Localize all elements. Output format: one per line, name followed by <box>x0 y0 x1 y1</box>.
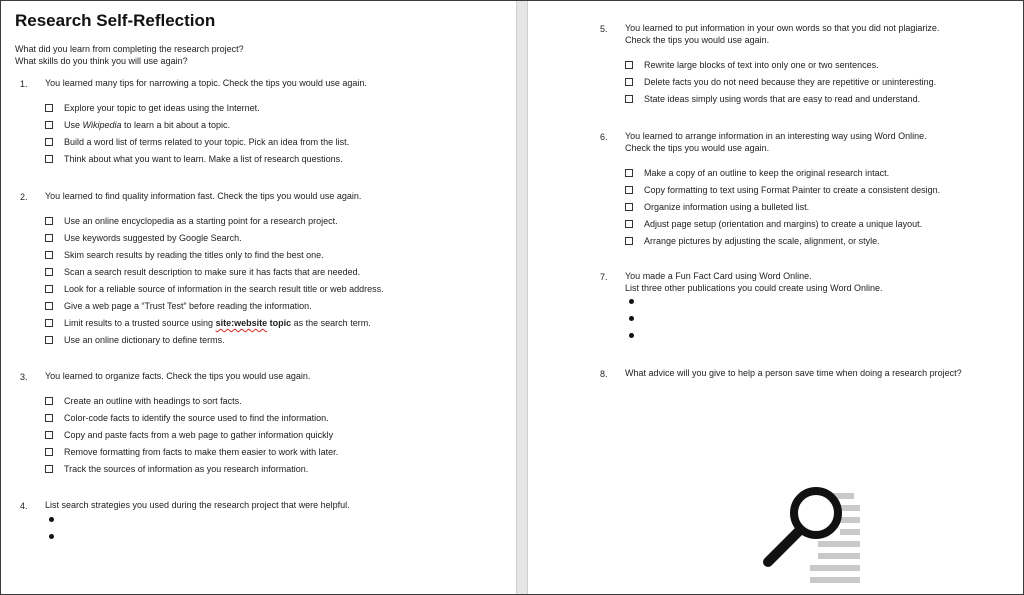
checkbox[interactable] <box>45 155 53 163</box>
question-line: List three other publications you could create using Word Online. <box>625 282 883 293</box>
checkbox[interactable] <box>625 220 633 228</box>
option-label: Build a word list of terms related to your topic. Pick an idea from the list. <box>64 137 350 147</box>
option-label: Color-code facts to identify the source used to find the information. <box>64 413 329 423</box>
checkbox[interactable] <box>625 95 633 103</box>
question-line: You made a Fun Fact Card using Word Online. <box>625 271 812 281</box>
question-text <box>625 23 939 46</box>
option-label: State ideas simply using words that are easy to read and understand. <box>644 94 921 104</box>
checkbox[interactable] <box>45 431 53 439</box>
question-line: You learned to arrange information in an interesting way using Word Online. <box>625 131 927 141</box>
option-label: Organize information using a bulleted list. <box>644 202 810 212</box>
checkbox[interactable] <box>625 61 633 69</box>
checkbox[interactable] <box>45 234 53 242</box>
search-term-text: site:website <box>215 318 268 328</box>
option-text: Limit results to a trusted source using <box>64 318 214 328</box>
option-label: Use keywords suggested by Google Search. <box>64 233 242 243</box>
checkbox[interactable] <box>45 285 53 293</box>
checkbox[interactable] <box>45 104 53 112</box>
option-label: Make a copy of an outline to keep the original research intact. <box>644 168 890 178</box>
checkbox[interactable] <box>45 217 53 225</box>
intro-line: What skills do you think you will use again? <box>15 55 188 66</box>
question-number: 7. <box>600 272 608 282</box>
page-title: Research Self-Reflection <box>15 11 216 30</box>
question-text: You learned many tips for narrowing a topic. Check the tips you would use again. <box>45 78 367 88</box>
question-text <box>625 131 927 154</box>
option-text: as the search term. <box>293 318 371 328</box>
option-label: Copy and paste facts from a web page to gather information quickly <box>64 430 334 440</box>
search-term-text: topic <box>269 318 292 328</box>
question-number: 1. <box>20 79 28 89</box>
question-number: 5. <box>600 24 608 34</box>
option-label: Rewrite large blocks of text into only one or two sentences. <box>644 60 879 70</box>
option-text: Use <box>64 120 81 130</box>
intro-line: What did you learn from completing the research project? <box>15 44 244 54</box>
question-text <box>625 271 882 294</box>
question-number: 2. <box>20 192 28 202</box>
option-label <box>64 119 230 131</box>
option-label: Scan a search result description to make sure it has facts that are needed. <box>64 267 361 277</box>
checkbox[interactable] <box>625 186 633 194</box>
checkbox[interactable] <box>625 237 633 245</box>
option-label: Delete facts you do not need because they are repetitive or uninteresting. <box>644 77 937 87</box>
option-label: Use an online dictionary to define terms. <box>64 335 225 345</box>
option-label: Give a web page a “Trust Test” before reading the information. <box>64 301 312 311</box>
option-label: Copy formatting to text using Format Painter to create a consistent design. <box>644 185 941 195</box>
page-left <box>1 1 515 594</box>
list-bullet <box>49 517 54 522</box>
question-number: 3. <box>20 372 28 382</box>
option-italic-text: Wikipedia <box>82 120 122 130</box>
checkbox[interactable] <box>45 302 53 310</box>
option-label: Remove formatting from facts to make them easier to work with later. <box>64 447 339 457</box>
question-text: What advice will you give to help a person save time when doing a research project? <box>625 368 962 378</box>
option-label: Create an outline with headings to sort facts. <box>64 396 242 406</box>
option-label <box>64 317 371 329</box>
checkbox[interactable] <box>45 138 53 146</box>
checkbox[interactable] <box>625 78 633 86</box>
question-text: You learned to organize facts. Check the tips you would use again. <box>45 371 311 381</box>
option-label: Use an online encyclopedia as a starting point for a research project. <box>64 216 338 226</box>
list-bullet <box>629 299 634 304</box>
checkbox[interactable] <box>45 397 53 405</box>
option-label: Explore your topic to get ideas using the Internet. <box>64 103 260 113</box>
checkbox[interactable] <box>45 319 53 327</box>
checkbox[interactable] <box>45 268 53 276</box>
checkbox[interactable] <box>45 465 53 473</box>
checkbox[interactable] <box>45 251 53 259</box>
page-right <box>528 1 1022 594</box>
question-line: You learned to put information in your own words so that you did not plagiarize. <box>625 23 940 33</box>
checkbox[interactable] <box>45 336 53 344</box>
list-bullet <box>629 316 634 321</box>
option-label: Track the sources of information as you research information. <box>64 464 309 474</box>
checkbox[interactable] <box>45 448 53 456</box>
checkbox[interactable] <box>625 203 633 211</box>
question-number: 6. <box>600 132 608 142</box>
option-label: Skim search results by reading the titles only to find the best one. <box>64 250 324 260</box>
question-number: 8. <box>600 369 608 379</box>
option-text: to learn a bit about a topic. <box>123 120 231 130</box>
option-label: Arrange pictures by adjusting the scale, alignment, or style. <box>644 236 880 246</box>
list-bullet <box>629 333 634 338</box>
option-label: Look for a reliable source of information in the search result title or web address. <box>64 284 384 294</box>
page-gutter <box>516 1 528 594</box>
option-label: Adjust page setup (orientation and margins) to create a unique layout. <box>644 219 923 229</box>
checkbox[interactable] <box>625 169 633 177</box>
intro-text <box>15 44 244 67</box>
question-number: 4. <box>20 501 28 511</box>
question-text: You learned to find quality information fast. Check the tips you would use again. <box>45 191 362 201</box>
question-line: Check the tips you would use again. <box>625 142 770 153</box>
option-label: Think about what you want to learn. Make a list of research questions. <box>64 154 343 164</box>
checkbox[interactable] <box>45 121 53 129</box>
list-bullet <box>49 534 54 539</box>
question-line: Check the tips you would use again. <box>625 34 770 45</box>
magnifier-document-icon <box>760 479 872 589</box>
question-text: List search strategies you used during the research project that were helpful. <box>45 500 350 510</box>
checkbox[interactable] <box>45 414 53 422</box>
